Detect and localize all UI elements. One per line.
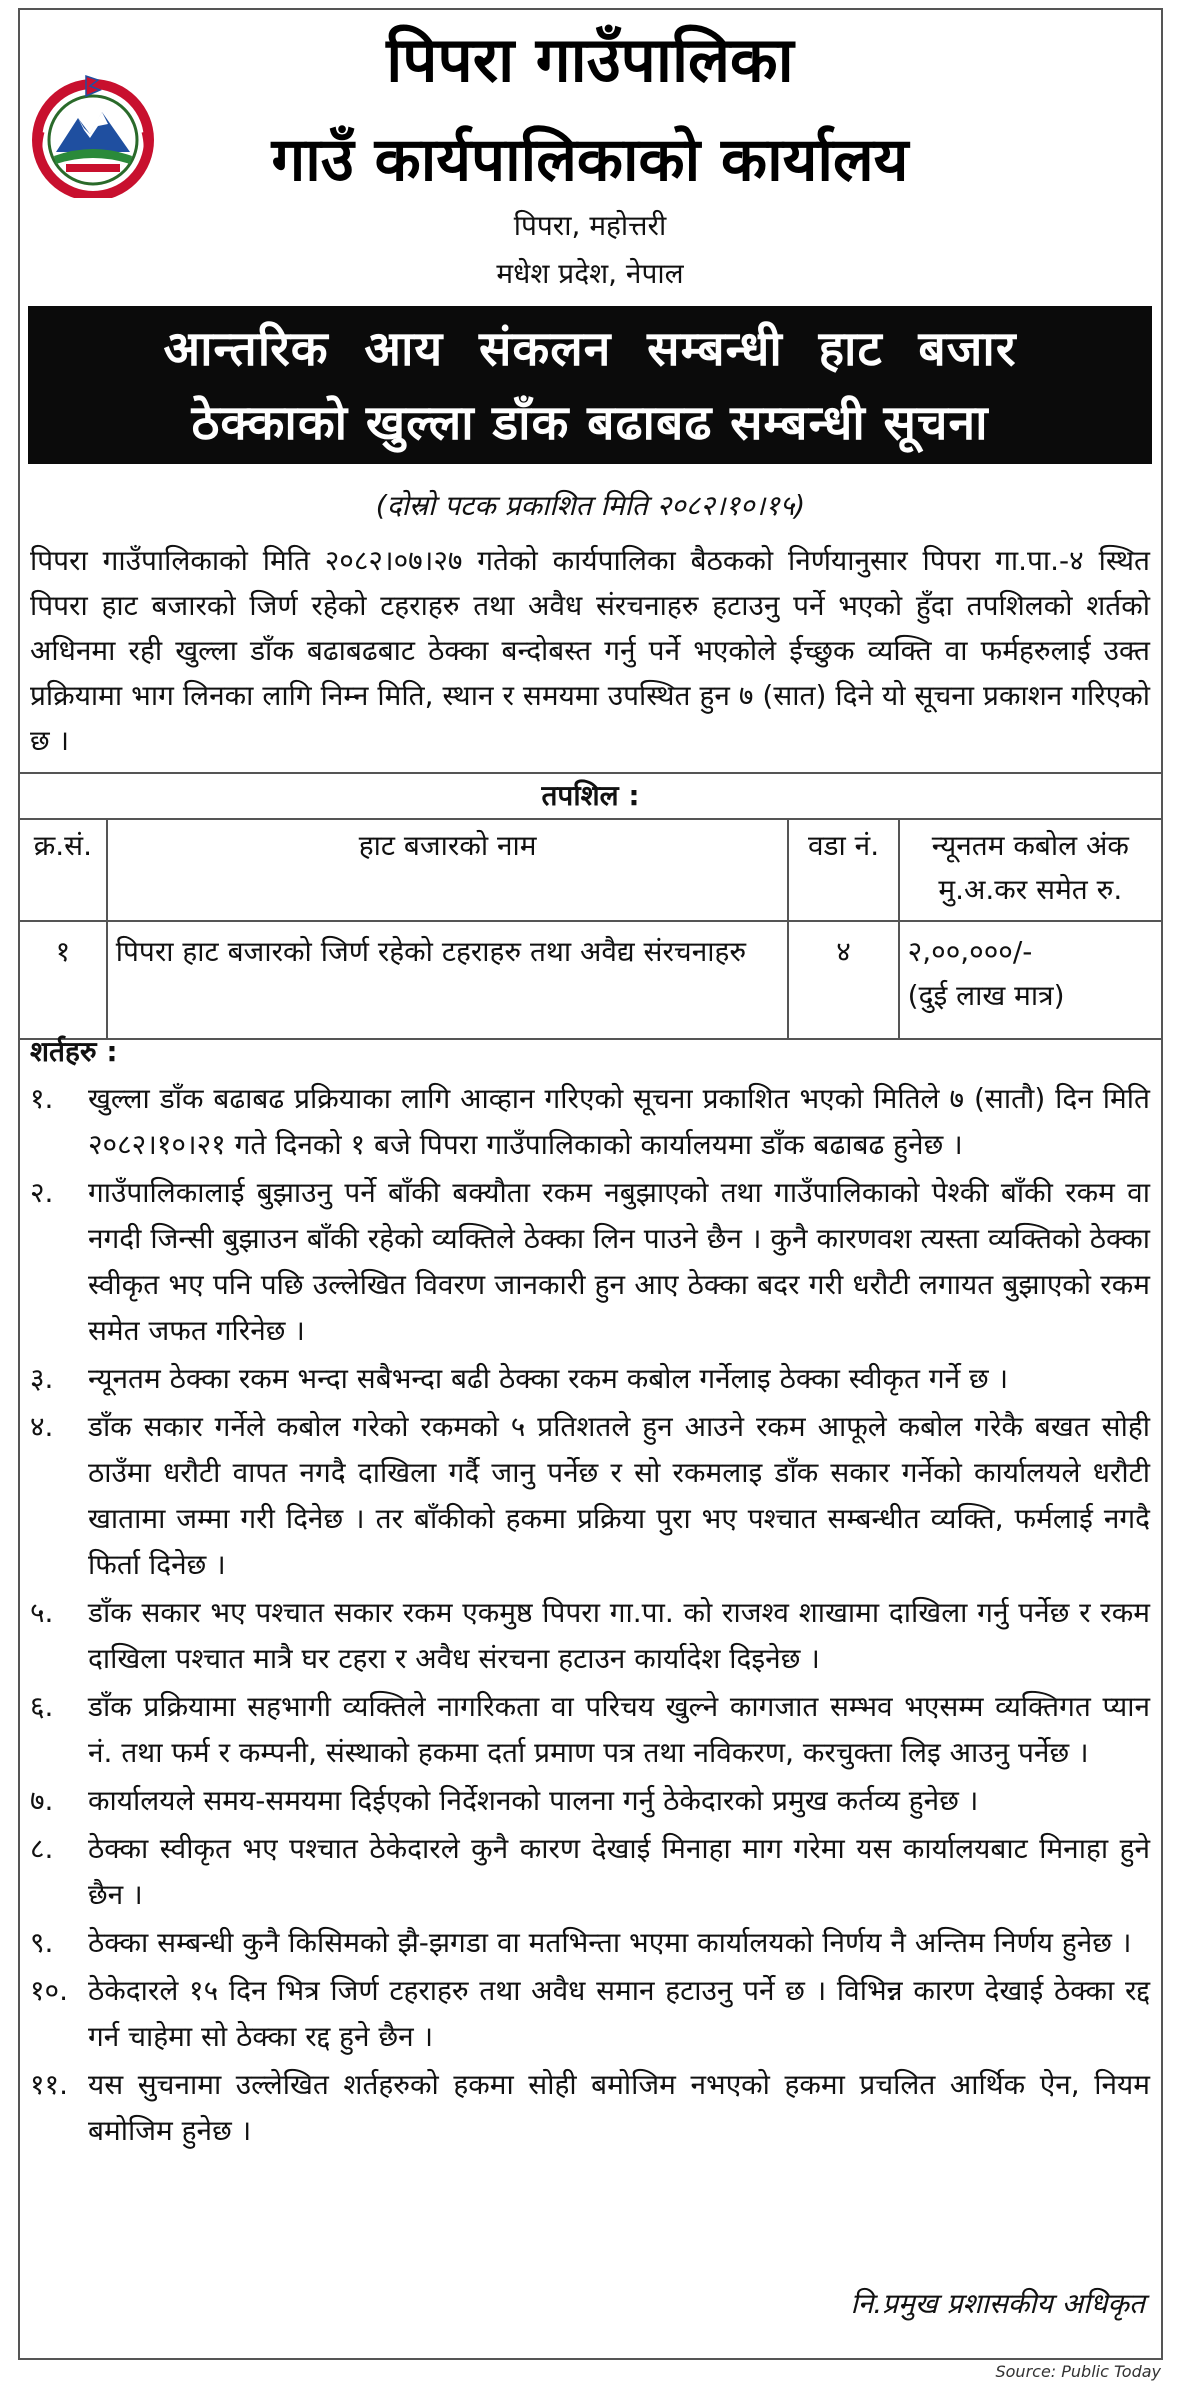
list-item-number: ७. (30, 1784, 54, 1817)
list-item-text: न्यूनतम ठेक्का रकम भन्दा सबैभन्दा बढी ठेक्का रकम कबोल गर्नेलाइ ठेक्का स्वीकृत गर्ने छ । (88, 1362, 1009, 1395)
list-item (30, 1684, 1150, 1776)
nepal-emblem-icon (26, 72, 160, 198)
list-item-text: खुल्ला डाँक बढाबढ प्रक्रियाका लागि आव्हान गरिएको सूचना प्रकाशित भएको मितिले ७ (सातौ) दिन मिति २०८२।१०।२१ गते दिनको १ बजे पिपरा गाउँपालिकाको कार्यालयमा डाँक बढाबढ हुनेछ । (88, 1082, 1150, 1161)
list-item (30, 1404, 1150, 1588)
col-amount-header-line-1: न्यूनतम कबोल अंक (931, 829, 1129, 862)
cell-name: पिपरा हाट बजारको जिर्ण रहेको टहराहरु तथा अवैद्य संरचनाहरु (107, 921, 789, 1039)
signature: नि.प्रमुख प्रशासकीय अधिकृत (850, 2287, 1145, 2320)
list-item-number: ३. (30, 1362, 54, 1395)
list-item-number: ११. (30, 2068, 69, 2101)
col-amount-header-line-2: मु.अ.कर समेत रु. (938, 873, 1123, 906)
list-item (30, 2062, 1150, 2154)
cell-amount-value: २,००,०००/- (907, 935, 1033, 968)
table-header-row (19, 819, 1162, 921)
list-item-number: १०. (30, 1974, 69, 2007)
list-item (30, 1076, 1150, 1168)
list-item (30, 1170, 1150, 1354)
col-sn-header: क्र.सं. (19, 819, 107, 921)
list-item-text: कार्यालयले समय-समयमा दिईएको निर्देशनको पालना गर्नु ठेकेदारको प्रमुख कर्तव्य हुनेछ । (88, 1784, 979, 1817)
office-title: गाउँ कार्यपालिकाको कार्यालय (271, 125, 909, 195)
list-item-number: ५. (30, 1596, 54, 1629)
list-item-number: १. (30, 1082, 54, 1115)
col-amount-header (899, 819, 1162, 921)
list-item (30, 1590, 1150, 1682)
address-line-2: मधेश प्रदेश, नेपाल (496, 257, 684, 290)
list-item-number: ४. (30, 1410, 54, 1443)
list-item (30, 1968, 1150, 2060)
list-item-text: ठेक्का स्वीकृत भए पश्चात ठेकेदारले कुनै कारण देखाई मिनाहा माग गरेमा यस कार्यालयबाट मिनाहा हुने छैन । (88, 1832, 1150, 1911)
list-item-number: ६. (30, 1690, 54, 1723)
list-item-number: २. (30, 1176, 54, 1209)
list-item (30, 1356, 1150, 1402)
schedule-heading: तपशिल : (541, 779, 640, 812)
address-line-1: पिपरा, महोत्तरी (513, 209, 667, 242)
col-ward-header: वडा नं. (788, 819, 898, 921)
conditions-heading: शर्तहरु : (30, 1035, 118, 1068)
cell-amount (899, 921, 1162, 1039)
list-item-text: डाँक सकार भए पश्चात सकार रकम एकमुष्ठ पिपरा गा.पा. को राजश्व शाखामा दाखिला गर्नु पर्नेछ र रकम दाखिला पश्चात मात्रै घर टहरा र अवैध संरचना हटाउन कार्यादेश दिइनेछ । (88, 1596, 1150, 1675)
cell-sn: १ (19, 921, 107, 1039)
banner-line-2: ठेक्काको खुल्ला डाँक बढाबढ सम्बन्धी सूचना (191, 395, 989, 451)
schedule-table (18, 818, 1163, 1040)
banner-line-1: आन्तरिक आय संकलन सम्बन्धी हाट बजार (163, 321, 1017, 377)
source-credit: Source: Public Today (995, 2362, 1161, 2381)
list-item (30, 1778, 1150, 1824)
page-title: पिपरा गाउँपालिका (386, 23, 794, 96)
cell-ward: ४ (788, 921, 898, 1039)
list-item-text: ठेकेदारले १५ दिन भित्र जिर्ण टहराहरु तथा अवैध समान हटाउनु पर्ने छ । विभिन्न कारण देखाई ठेक्का रद्द गर्न चाहेमा सो ठेक्का रद्द हुने छैन । (88, 1974, 1150, 2053)
list-item-text: डाँक प्रक्रियामा सहभागी व्यक्तिले नागरिकता वा परिचय खुल्ने कागजात सम्भव भएसम्म व्यक्तिगत प्यान नं. तथा फर्म र कम्पनी, संस्थाको हकमा दर्ता प्रमाण पत्र तथा नविकरण, करचुक्ता लिइ आउनु पर्नेछ । (88, 1690, 1150, 1769)
table-row (19, 921, 1162, 1039)
list-item-text: ठेक्का सम्बन्धी कुनै किसिमको झै-झगडा वा मतभिन्ता भएमा कार्यालयको निर्णय नै अन्तिम निर्णय हुनेछ । (88, 1926, 1132, 1959)
notice-banner (28, 306, 1152, 464)
list-item-text: यस सुचनामा उल्लेखित शर्तहरुको हकमा सोही बमोजिम नभएको हकमा प्रचलित आर्थिक ऐन, नियम बमोजिम हुनेछ । (88, 2068, 1150, 2147)
list-item (30, 1920, 1150, 1966)
list-item-text: गाउँपालिकालाई बुझाउनु पर्ने बाँकी बक्यौता रकम नबुझाएको तथा गाउँपालिकाको पेश्की बाँकी रकम वा नगदी जिन्सी बुझाउन बाँकी रहेको व्यक्तिले ठेक्का लिन पाउने छैन । कुनै कारणवश त्यस्ता व्यक्तिको ठेक्का स्वीकृत भए पनि पछि उल्लेखित विवरण जानकारी हुन आए ठेक्का बदर गरी धरौटी लगायत बुझाएको रकम समेत जफत गरिनेछ । (88, 1176, 1150, 1347)
col-name-header: हाट बजारको नाम (107, 819, 789, 921)
divider (18, 772, 1163, 774)
conditions-list (30, 1076, 1150, 2156)
cell-amount-words: (दुई लाख मात्र) (907, 979, 1065, 1012)
intro-paragraph: पिपरा गाउँपालिकाको मिति २०८२।०७।२७ गतेको कार्यपालिका बैठकको निर्णयानुसार पिपरा गा.पा.-४ स्थित पिपरा हाट बजारको जिर्ण रहेको टहराहरु तथा अवैध संरचनाहरु हटाउनु पर्ने भएको हुँदा तपशिलको शर्तको अधिनमा रही खुल्ला डाँक बढाबढबाट ठेक्का बन्दोबस्त गर्नु पर्ने भएकोले ईच्छुक व्यक्ति वा फर्महरुलाई उक्त प्रक्रियामा भाग लिनका लागि निम्न मिति, स्थान र समयमा उपस्थित हुन ७ (सात) दिने यो सूचना प्रकाशन गरिएको छ । (30, 544, 1150, 757)
list-item-number: ८. (30, 1832, 54, 1865)
list-item-text: डाँक सकार गर्नेले कबोल गरेको रकमको ५ प्रतिशतले हुन आउने रकम आफूले कबोल गरेकै बखत सोही ठाउँमा धरौटी वापत नगदै दाखिला गर्दै जानु पर्नेछ र सो रकमलाइ डाँक सकार गर्नेको कार्यालयले धरौटी खातामा जम्मा गरी दिनेछ । तर बाँकीको हकमा प्रक्रिया पुरा भए पश्चात सम्बन्धीत व्यक्ति, फर्मलाई नगदै फिर्ता दिनेछ । (88, 1410, 1150, 1581)
list-item-number: ९. (30, 1926, 54, 1959)
list-item (30, 1826, 1150, 1918)
publication-date: (दोस्रो पटक प्रकाशित मिति २०८२।१०।१५) (375, 489, 806, 522)
